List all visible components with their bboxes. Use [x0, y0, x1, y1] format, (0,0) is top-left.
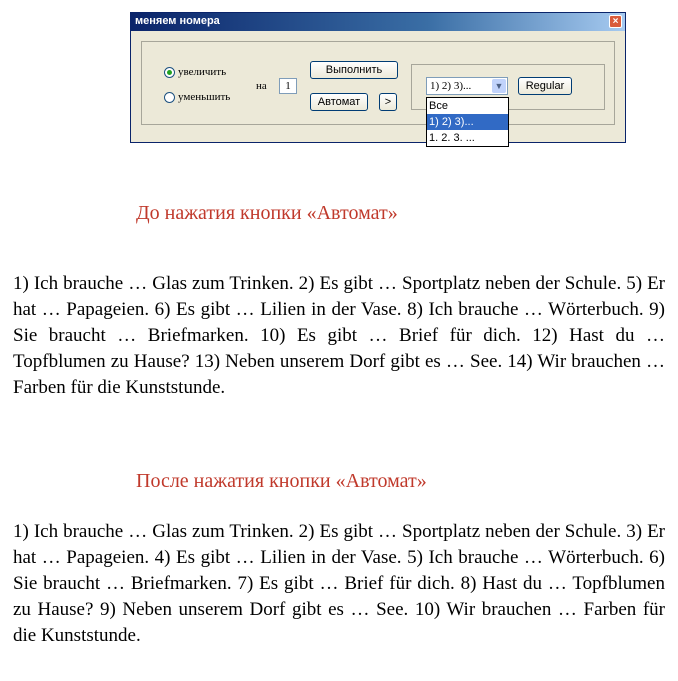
close-icon[interactable]: × [609, 15, 622, 28]
dialog-titlebar[interactable] [131, 13, 625, 31]
radio-decrease-label: уменьшить [178, 91, 231, 103]
next-button[interactable]: > [379, 93, 397, 111]
paragraph-after: 1) Ich brauche … Glas zum Trinken. 2) Es gibt … Sportplatz neben der Schule. 3) Er hat … Papageien. 4) Es gibt … Lilien in der Vase. 5) Ich brauche … Wörterbuch. 6) Sie braucht … Briefmarken. 7) Es gibt … Brief für dich. 8) Hast du … Topfblumen zu Hause? 9) Neben unserem Dorf gibt es … See. 10) Wir brauchen … Farben für die Kunststunde. [13, 521, 665, 646]
radio-decrease-dot[interactable] [164, 92, 175, 103]
number-input[interactable]: 1 [279, 78, 297, 94]
paragraph-before: 1) Ich brauche … Glas zum Trinken. 2) Es gibt … Sportplatz neben der Schule. 5) Er hat … Papageien. 6) Es gibt … Lilien in der Vase. 8) Ich brauche … Wörterbuch. 9) Sie braucht … Briefmarken. 10) Es gibt … Brief für dich. 12) Hast du … Topfblumen zu Hause? 13) Neben unserem Dorf gibt es … See. 14) Wir brauchen … Farben für die Kunststunde. [13, 273, 665, 398]
dropdown-option-dots[interactable]: 1. 2. 3. ... [429, 132, 475, 144]
format-combo-value: 1) 2) 3)... [430, 80, 472, 92]
run-button[interactable]: Выполнить [310, 61, 398, 79]
regular-button[interactable]: Regular [518, 77, 572, 95]
chevron-down-icon[interactable]: ▼ [492, 79, 506, 93]
dropdown-option-all[interactable]: Все [429, 100, 448, 112]
caption-before: До нажатия кнопки «Автомат» [136, 202, 398, 224]
radio-increase-label: увеличить [178, 66, 227, 78]
dropdown-option-parens[interactable]: 1) 2) 3)... [427, 114, 508, 130]
by-label: на [256, 80, 267, 92]
caption-after: После нажатия кнопки «Автомат» [136, 470, 427, 492]
dialog-title: меняем номера [135, 15, 220, 27]
radio-increase-dot[interactable] [164, 67, 175, 78]
format-combo[interactable] [426, 77, 508, 95]
format-dropdown-list [426, 97, 509, 147]
auto-button[interactable]: Автомат [310, 93, 368, 111]
radio-increase[interactable] [164, 66, 226, 78]
radio-decrease[interactable] [164, 91, 230, 103]
